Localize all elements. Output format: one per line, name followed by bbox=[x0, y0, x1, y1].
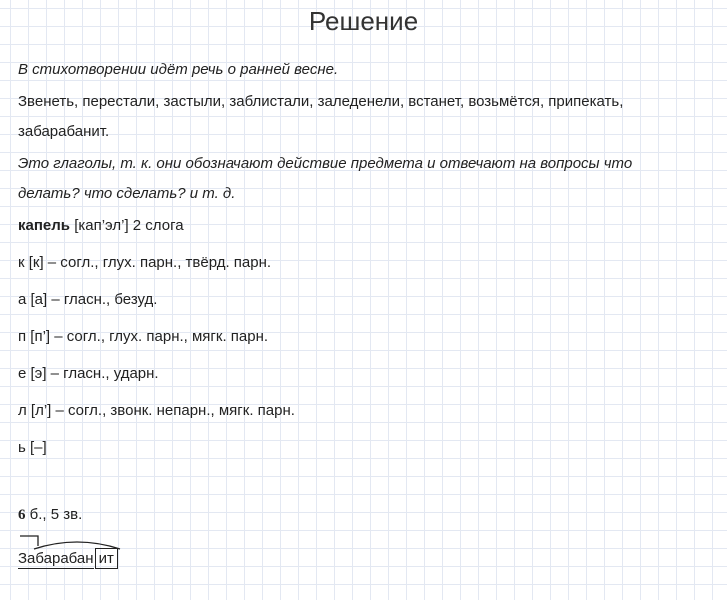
text-line-1: В стихотворении идёт речь о ранней весне. bbox=[18, 61, 339, 78]
syllable-count: 2 слога bbox=[132, 217, 184, 234]
text-line-3: забарабанит. bbox=[18, 123, 110, 140]
page-title: Решение bbox=[308, 6, 419, 36]
root-arc-icon bbox=[32, 538, 122, 550]
word-stem bbox=[18, 548, 94, 568]
sound-row-4: е [э] – гласн., ударн. bbox=[18, 365, 159, 382]
phonetic-header bbox=[18, 216, 184, 236]
morpheme-analysis bbox=[18, 548, 118, 574]
sound-row-1: к [к] – согл., глух. парн., твёрд. парн. bbox=[18, 254, 272, 271]
sound-row-2: а [а] – гласн., безуд. bbox=[18, 291, 158, 308]
sound-row-6: ь [–] bbox=[18, 439, 47, 456]
transcription: [кап’эл’] bbox=[74, 217, 129, 234]
analyzed-word: капель bbox=[18, 217, 71, 234]
text-line-4: Это глаголы, т. к. они обозначают действие предмета и отвечают на вопросы что bbox=[18, 155, 633, 172]
word-ending: ит bbox=[95, 548, 118, 569]
letter-count: 6 bbox=[18, 507, 26, 523]
sound-row-5: л [л’] – согл., звонк. непарн., мягк. парн. bbox=[18, 402, 295, 419]
text-line-5: делать? что сделать? и т. д. bbox=[18, 185, 236, 202]
summary-rest: б., 5 зв. bbox=[29, 506, 83, 523]
stem-text: Забарабан bbox=[18, 550, 94, 567]
letters-sounds-summary bbox=[18, 505, 82, 525]
text-line-2: Звенеть, перестали, застыли, заблистали, заледенели, встанет, возьмётся, припекать, bbox=[18, 93, 624, 110]
sound-row-3: п [п’] – согл., глух. парн., мягк. парн. bbox=[18, 328, 269, 345]
